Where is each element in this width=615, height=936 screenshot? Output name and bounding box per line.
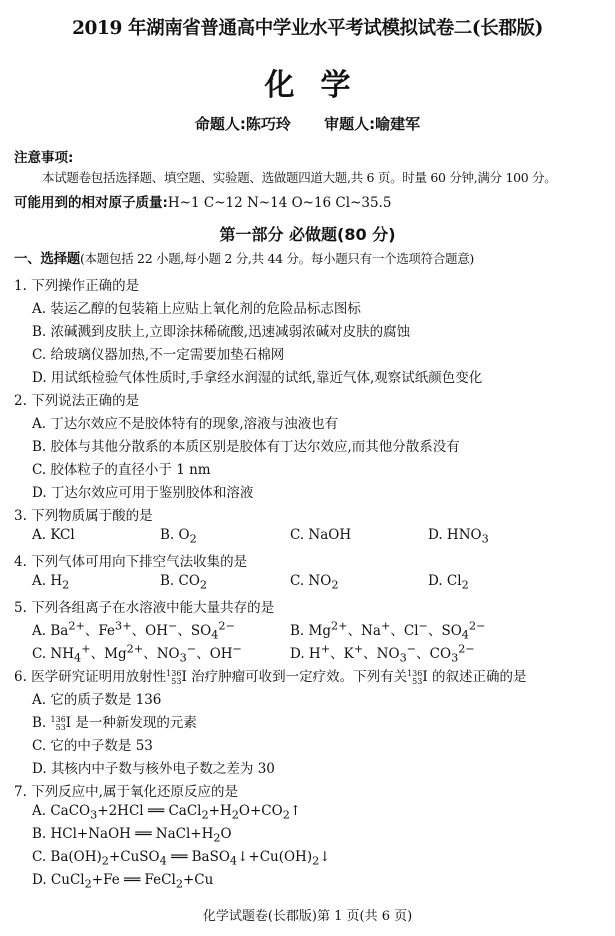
option-c: C. $NO_2$	[290, 573, 339, 592]
option-a: A. CaCO$_3$+2HCl ══ $CaCl_2+H_2O+CO_2↑$	[32, 803, 302, 822]
subject-title: 化学	[264, 68, 377, 103]
question-stem: 4. 下列气体可用向下排空气法收集的是	[14, 554, 248, 570]
option-a: A. 装运乙醇的包装箱上应贴上氧化剂的危险品标志图标	[32, 301, 361, 317]
option-b: B. 浓碱溅到皮肤上,立即涂抹稀硫酸,迅速减弱浓碱对皮肤的腐蚀	[32, 324, 411, 340]
option-c: C. 它的中子数是 53	[32, 738, 153, 754]
exam-title: 2019 年湖南省普通高中学业水平考试模拟试卷二(长郡版)	[72, 18, 543, 39]
question-stem: 1. 下列操作正确的是	[14, 278, 140, 294]
atomic-masses	[14, 191, 391, 211]
option-b: B. HCl+NaOH ══ $NaCl+H_2O$	[32, 826, 232, 845]
authors-line	[0, 113, 615, 134]
masses-label: 可能用到的相对原子质量:	[14, 195, 168, 211]
option-d: D. H+、K+、$NO_3^-$、$CO_3^{2-}$	[290, 642, 475, 665]
question-stem: 5. 下列各组离子在水溶液中能大量共存的是	[14, 600, 275, 616]
notice-label: 注意事项:	[14, 150, 74, 166]
option-d: D. 丁达尔效应可用于鉴别胶体和溶液	[32, 485, 254, 501]
option-a: A. 丁达尔效应不是胶体特有的现象,溶液与浊液也有	[32, 416, 339, 432]
option-d: D. 其核内中子数与核外电子数之差为 30	[32, 761, 275, 777]
option-d: D. CuCl$_2$+Fe ══ FeCl$_2$+Cu	[32, 872, 214, 891]
option-b: B. $O_2$	[160, 527, 197, 546]
option-c: C. $NH_4^+$、$Mg^{2+}$、$NO_3^-$、OH−	[32, 642, 242, 665]
option-a: A. $Ba^{2+}$、$Fe^{3+}$、OH−、$SO_4^{2-}$	[32, 619, 235, 642]
notice-text: 本试题卷包括选择题、填空题、实验题、选做题四道大题,共 6 页。时量 60 分钟,满分 100 分。	[42, 170, 557, 185]
option-b: B. 胶体与其他分散系的本质区别是胶体有丁达尔效应,而其他分散系没有	[32, 439, 460, 455]
setter: 命题人:陈巧玲	[194, 115, 291, 133]
option-a: A. KCl	[32, 527, 75, 543]
option-a: A. $H_2$	[32, 573, 70, 592]
reviewer: 审题人:喻建军	[324, 115, 421, 133]
question-stem: 6. 医学研究证明用放射性136 53I 治疗肿瘤可收到一定疗效。下列有关136 53I 的叙述正确的是	[14, 668, 527, 686]
question-stem: 3. 下列物质属于酸的是	[14, 508, 153, 524]
masses-values: H~1 C~12 N~14 O~16 Cl~35.5	[167, 195, 392, 211]
section-label: 一、选择题	[14, 251, 80, 267]
option-b: B. $Mg^{2+}$、Na+、Cl−、$SO_4^{2-}$	[290, 619, 486, 642]
option-b: B. $CO_2$	[160, 573, 208, 592]
option-c: C. 给玻璃仪器加热,不一定需要加垫石棉网	[32, 347, 285, 363]
question-stem: 2. 下列说法正确的是	[14, 393, 140, 409]
option-c: C. NaOH	[290, 527, 352, 543]
question-stem: 7. 下列反应中,属于氧化还原反应的是	[14, 784, 238, 800]
option-a: A. 它的质子数是 136	[32, 692, 162, 708]
part-title: 第一部分 必做题(80 分)	[219, 225, 396, 244]
option-d: D. $Cl_2$	[428, 573, 469, 592]
option-d: D. 用试纸检验气体性质时,手拿经水润湿的试纸,靠近气体,观察试纸颜色变化	[32, 370, 483, 386]
section-heading	[14, 247, 474, 267]
section-desc: (本题包括 22 小题,每小题 2 分,共 44 分。每小题只有一个选项符合题意)	[80, 251, 475, 266]
page-footer: 化学试题卷(长郡版)第 1 页(共 6 页)	[202, 909, 413, 924]
option-b: B. 136 53I 是一种新发现的元素	[32, 714, 197, 732]
option-c: C. $Ba(OH)_2+CuSO_4$ ══ $BaSO_4↓+Cu(OH)_2↓$	[32, 849, 331, 868]
option-d: D. $HNO_3$	[428, 527, 489, 546]
option-c: C. 胶体粒子的直径小于 1 nm	[32, 462, 211, 478]
